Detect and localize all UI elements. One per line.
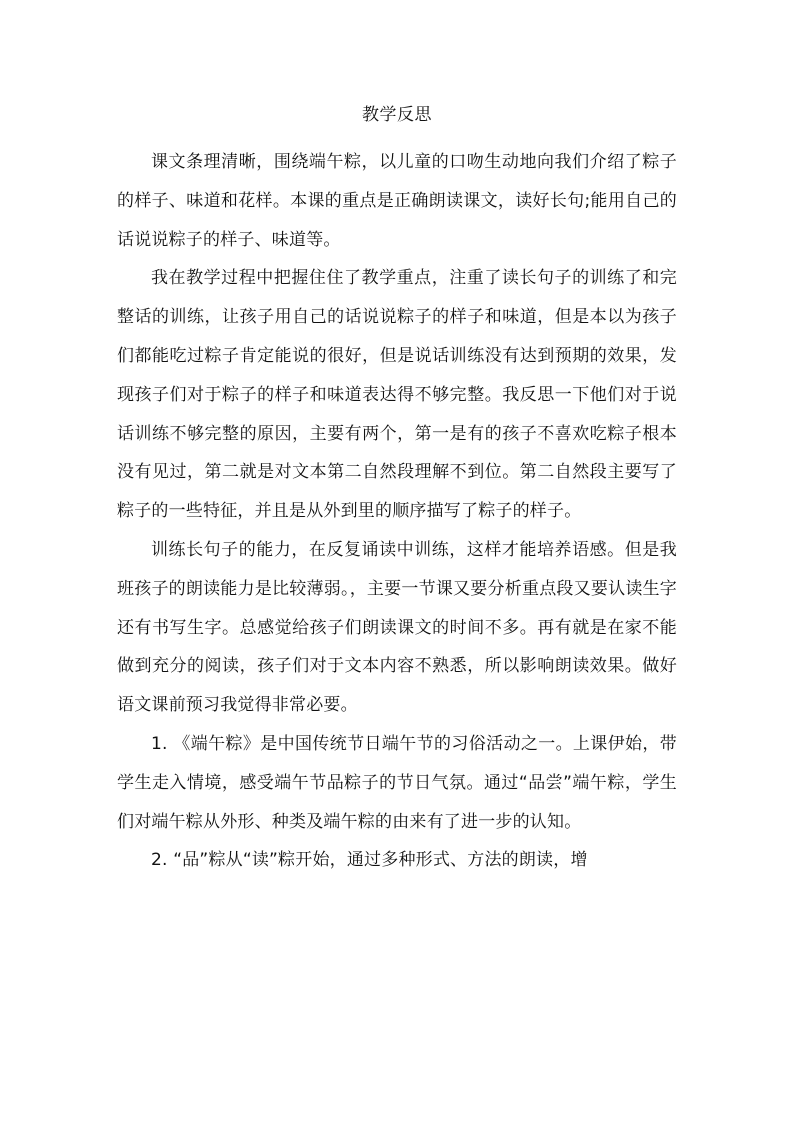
page-title: 教学反思 (362, 105, 432, 125)
document-body (117, 143, 677, 880)
paragraph-1: 课文条理清晰，围绕端午粽，以儿童的口吻生动地向我们介绍了粽子的样子、味道和花样。本课的重点是正确朗读课文，读好长句;能用自己的话说说粽子的样子、味道等。 (117, 152, 677, 250)
paragraph-5: 2. “品”粽从“读”粽开始，通过多种形式、方法的朗读，增 (151, 850, 588, 871)
paragraph-2: 我在教学过程中把握住住了教学重点，注重了读长句子的训练了和完整话的训练，让孩子用自己的话说说粽子的样子和味道，但是本以为孩子们都能吃过粽子肯定能说的很好，但是说话训练没有达到预期的效果，发现孩子们对于粽子的样子和味道表达得不够完整。我反思一下他们对于说话训练不够完整的原因，主要有两个，第一是有的孩子不喜欢吃粽子根本没有见过，第二就是对文本第二自然段理解不到位。第二自然段主要写了粽子的一些特征，并且是从外到里的顺序描写了粽子的样子。 (117, 268, 677, 522)
paragraph-4: 1. 《端午粽》是中国传统节日端午节的习俗活动之一。上课伊始，带学生走入情境，感受端午节品粽子的节日气氛。通过“品尝”端午粽，学生们对端午粽从外形、种类及端午粽的由来有了进一步的认知。 (117, 733, 677, 832)
paragraph-3: 训练长句子的能力，在反复诵读中训练，这样才能培养语感。但是我班孩子的朗读能力是比较薄弱。，主要一节课又要分析重点段又要认读生字还有书写生字。总感觉给孩子们朗读课文的时间不多。再有就是在家不能做到充分的阅读，孩子们对于文本内容不熟悉，所以影响朗读效果。做好语文课前预习我觉得非常必要。 (117, 539, 677, 716)
